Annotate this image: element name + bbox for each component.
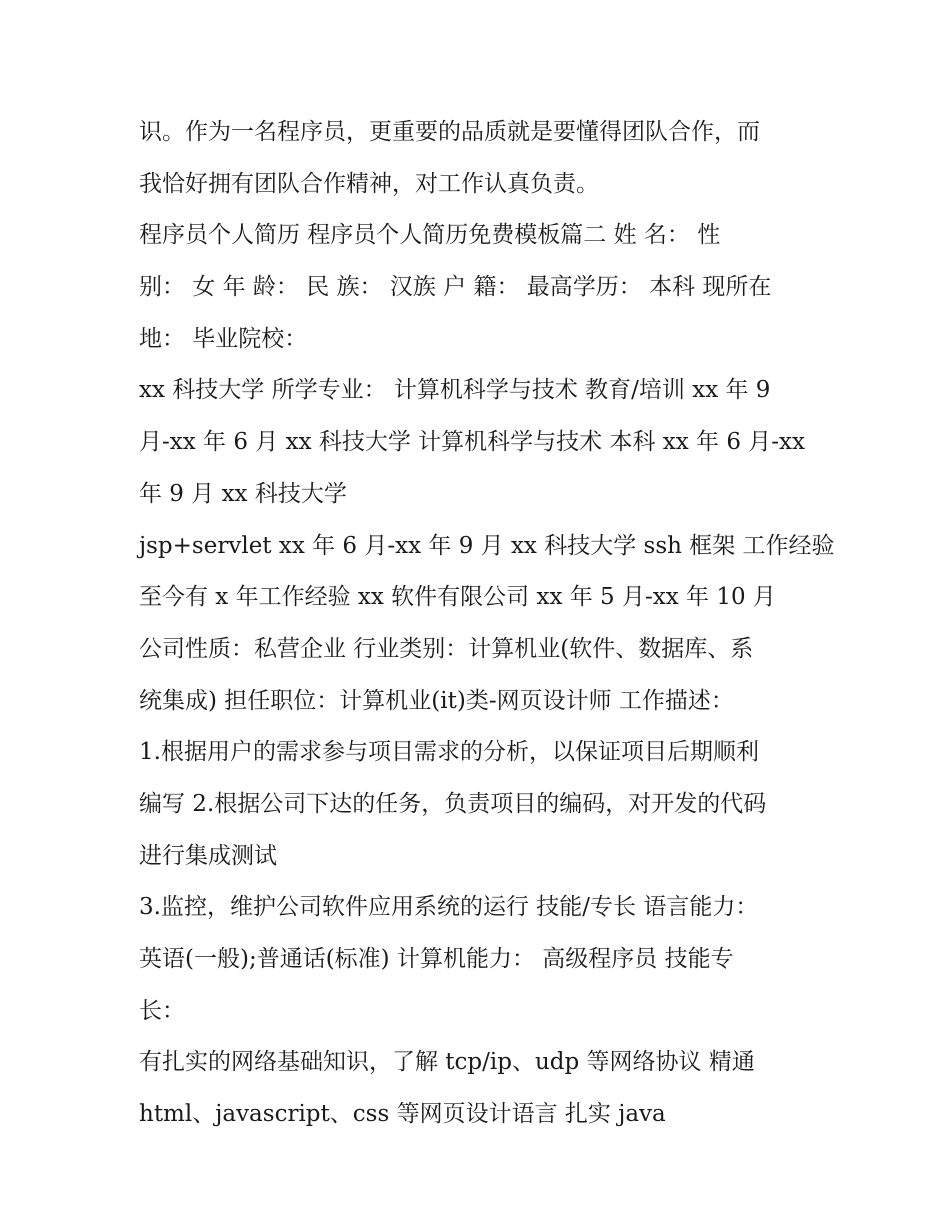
text-line: 编写 2.根据公司下达的任务，负责项目的编码，对开发的代码 (139, 790, 767, 817)
text-line: 3.监控，维护公司软件应用系统的运行 技能/专长 语言能力： (139, 894, 759, 921)
text-line: xx 科技大学 所学专业： 计算机科学与技术 教育/培训 xx 年 9 (139, 377, 771, 404)
text-line: 别： 女 年 龄： 民 族： 汉族 户 籍： 最高学历： 本科 现所在 (139, 274, 772, 301)
text-line: 统集成) 担任职位：计算机业(it)类-网页设计师 工作描述： (139, 687, 734, 714)
text-line: 地： 毕业院校： (139, 325, 308, 352)
text-line: 至今有 x 年工作经验 xx 软件有限公司 xx 年 5 月-xx 年 10 月 (139, 584, 776, 611)
text-line: 1.根据用户的需求参与项目需求的分析，以保证项目后期顺利 (139, 739, 759, 766)
text-line: 程序员个人简历 程序员个人简历免费模板篇二 姓 名： 性 (139, 222, 721, 249)
resume-text-body (139, 107, 835, 1141)
text-line: 公司性质：私营企业 行业类别：计算机业(软件、数据库、系 (139, 635, 754, 662)
text-line: 识。作为一名程序员，更重要的品质就是要懂得团队合作，而 (139, 119, 760, 145)
text-line: 有扎实的网络基础知识，了解 tcp/ip、udp 等网络协议 精通 (139, 1049, 755, 1076)
text-line: 英语(一般);普通话(标准) 计算机能力： 高级程序员 技能专 (139, 946, 734, 972)
text-line: 长： (139, 997, 185, 1024)
text-line: 月-xx 年 6 月 xx 科技大学 计算机科学与技术 本科 xx 年 6 月-xx (139, 429, 806, 456)
text-line: jsp+servlet xx 年 6 月-xx 年 9 月 xx 科技大学 ssh 框架 工作经验 (139, 532, 835, 559)
text-line: 年 9 月 xx 科技大学 (139, 480, 347, 507)
text-line: 我恰好拥有团队合作精神，对工作认真负责。 (139, 170, 599, 197)
text-line: 进行集成测试 (139, 842, 277, 869)
text-line: html、javascript、css 等网页设计语言 扎实 java (139, 1101, 666, 1128)
